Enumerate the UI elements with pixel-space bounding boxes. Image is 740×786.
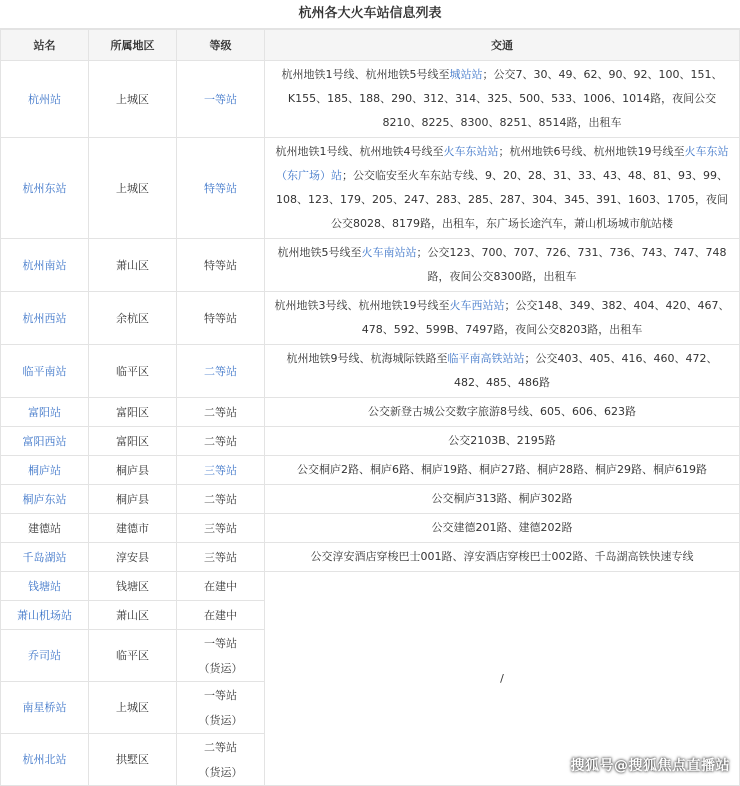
table-row <box>1 239 740 292</box>
table-title: 杭州各大火车站信息列表 <box>0 0 740 29</box>
station-region: 钱塘区 <box>89 572 177 601</box>
traffic-link[interactable]: 城站站 <box>449 68 483 81</box>
station-traffic <box>265 427 740 456</box>
station-name[interactable]: 千岛湖站 <box>1 543 89 572</box>
station-region: 临平区 <box>89 345 177 398</box>
header-region: 所属地区 <box>89 30 177 61</box>
traffic-text: 杭州地铁5号线至 <box>277 246 362 259</box>
station-name[interactable]: 杭州南站 <box>1 239 89 292</box>
station-level: 三等站 <box>177 514 265 543</box>
station-level[interactable]: 三等站 <box>177 456 265 485</box>
traffic-text: 杭州地铁9号线、杭海城际铁路至 <box>286 352 448 365</box>
header-name: 站名 <box>1 30 89 61</box>
traffic-text: 杭州地铁1号线、杭州地铁4号线至 <box>275 145 444 158</box>
station-level: 在建中 <box>177 572 265 601</box>
station-name[interactable]: 南星桥站 <box>1 682 89 734</box>
traffic-text: ；公交临安至火车东站专线、9、20、28、31、33、43、48、81、93、99、108、123、179、205、247、283、285、287、304、345、391、1603、1705，夜间公交8028、8179路，出租车，东广场长途汽车，萧山机场城市航站楼 <box>276 169 728 230</box>
traffic-link[interactable]: 火车东站（东广场）站 <box>276 145 729 182</box>
station-region: 桐庐县 <box>89 485 177 514</box>
station-name: 建德站 <box>1 514 89 543</box>
traffic-text: 公交淳安酒店穿梭巴士001路、淳安酒店穿梭巴士002路、千岛湖高铁快速专线 <box>310 550 694 563</box>
station-level: 二等站 <box>177 485 265 514</box>
traffic-text: 公交2103B、2195路 <box>448 434 556 447</box>
table-row <box>1 572 740 601</box>
table-header-row <box>1 30 740 61</box>
station-region: 富阳区 <box>89 398 177 427</box>
station-region: 余杭区 <box>89 292 177 345</box>
station-level: 二等站 <box>177 427 265 456</box>
station-name[interactable]: 杭州站 <box>1 61 89 138</box>
station-traffic <box>265 543 740 572</box>
traffic-text: ；杭州地铁6号线、杭州地铁19号线至 <box>498 145 685 158</box>
station-level: 三等站 <box>177 543 265 572</box>
station-name[interactable]: 富阳西站 <box>1 427 89 456</box>
station-level[interactable]: 一等站 <box>177 61 265 138</box>
station-name[interactable]: 萧山机场站 <box>1 601 89 630</box>
table-row <box>1 345 740 398</box>
table-row <box>1 514 740 543</box>
station-traffic <box>265 398 740 427</box>
station-region: 建德市 <box>89 514 177 543</box>
header-level: 等级 <box>177 30 265 61</box>
station-name[interactable]: 杭州东站 <box>1 138 89 239</box>
station-level[interactable]: 二等站 <box>177 345 265 398</box>
table-row <box>1 292 740 345</box>
station-level: 二等站 （货运） <box>177 734 265 786</box>
station-region: 上城区 <box>89 138 177 239</box>
traffic-text: 公交桐庐2路、桐庐6路、桐庐19路、桐庐27路、桐庐28路、桐庐29路、桐庐619路 <box>297 463 707 476</box>
traffic-text: ；公交148、349、382、404、420、467、478、592、599B、7497路，夜间公交8203路，出租车 <box>361 299 730 336</box>
traffic-text: ；公交7、30、49、62、90、92、100、151、K155、185、188、290、312、314、325、500、533、1006、1014路，夜间公交8210、8225、8300、8251、8514路，出租车 <box>287 68 723 129</box>
station-region: 上城区 <box>89 682 177 734</box>
station-traffic <box>265 456 740 485</box>
station-name[interactable]: 乔司站 <box>1 630 89 682</box>
traffic-text: 杭州地铁1号线、杭州地铁5号线至 <box>281 68 450 81</box>
station-name[interactable]: 钱塘站 <box>1 572 89 601</box>
station-name[interactable]: 杭州西站 <box>1 292 89 345</box>
traffic-text: 杭州地铁3号线、杭州地铁19号线至 <box>274 299 450 312</box>
table-row <box>1 138 740 239</box>
station-region: 临平区 <box>89 630 177 682</box>
table-row <box>1 543 740 572</box>
station-level: 特等站 <box>177 292 265 345</box>
station-region: 拱墅区 <box>89 734 177 786</box>
station-traffic <box>265 239 740 292</box>
station-name[interactable]: 桐庐站 <box>1 456 89 485</box>
header-traffic: 交通 <box>265 30 740 61</box>
station-name[interactable]: 临平南站 <box>1 345 89 398</box>
traffic-text: 公交建德201路、建德202路 <box>431 521 573 534</box>
station-traffic <box>265 292 740 345</box>
table-row <box>1 456 740 485</box>
station-region: 桐庐县 <box>89 456 177 485</box>
station-name[interactable]: 杭州北站 <box>1 734 89 786</box>
table-row <box>1 61 740 138</box>
table-row <box>1 427 740 456</box>
station-region: 萧山区 <box>89 239 177 292</box>
traffic-link[interactable]: 火车西站站 <box>449 299 505 312</box>
traffic-text: ；公交403、405、416、460、472、482、485、486路 <box>454 352 718 389</box>
traffic-text: ；公交123、700、707、726、731、736、743、747、748路，夜间公交8300路，出租车 <box>416 246 727 283</box>
watermark: 搜狐号@搜狐焦点直播站 <box>570 758 730 774</box>
station-traffic <box>265 61 740 138</box>
station-name[interactable]: 富阳站 <box>1 398 89 427</box>
station-region: 萧山区 <box>89 601 177 630</box>
station-name[interactable]: 桐庐东站 <box>1 485 89 514</box>
traffic-link[interactable]: 临平南高铁站站 <box>447 352 525 365</box>
station-level[interactable]: 特等站 <box>177 138 265 239</box>
station-traffic <box>265 514 740 543</box>
station-level: 二等站 <box>177 398 265 427</box>
station-traffic <box>265 138 740 239</box>
station-level: 一等站 （货运） <box>177 630 265 682</box>
station-region: 上城区 <box>89 61 177 138</box>
traffic-link[interactable]: 火车东站站 <box>443 145 499 158</box>
traffic-text: 公交新登古城公交数字旅游8号线、605、606、623路 <box>368 405 636 418</box>
station-level: 一等站 （货运） <box>177 682 265 734</box>
station-traffic <box>265 345 740 398</box>
table-row <box>1 398 740 427</box>
station-table <box>0 29 740 786</box>
station-traffic <box>265 485 740 514</box>
station-region: 富阳区 <box>89 427 177 456</box>
traffic-text: 公交桐庐313路、桐庐302路 <box>431 492 573 505</box>
station-level: 在建中 <box>177 601 265 630</box>
station-region: 淳安县 <box>89 543 177 572</box>
traffic-link[interactable]: 火车南站站 <box>361 246 417 259</box>
table-row <box>1 485 740 514</box>
station-level: 特等站 <box>177 239 265 292</box>
station-traffic-merged: / <box>265 572 740 786</box>
